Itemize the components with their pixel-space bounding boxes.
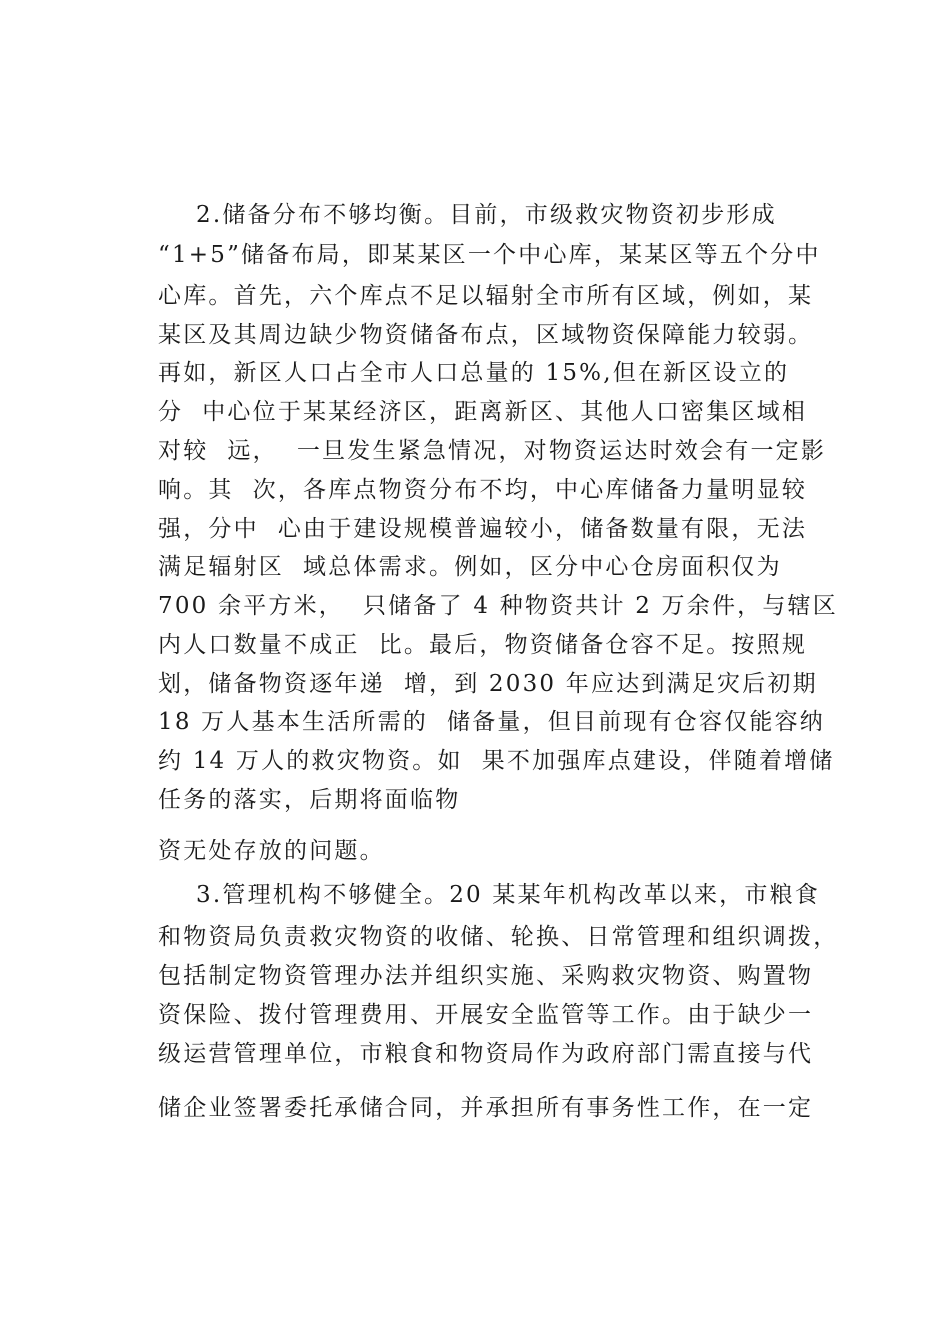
text-line: 资保险、拨付管理费用、开展安全监管等工作。由于缺少一	[158, 1002, 814, 1028]
text-line: 2.储备分布不够均衡。目前，市级救灾物资初步形成	[158, 202, 777, 228]
text-line: 3.管理机构不够健全。20 某某年机构改革以来，市粮食	[158, 882, 820, 908]
text-line: 划，储备物资逐年递 增，到 2030 年应达到满足灾后初期	[158, 671, 818, 697]
text-line: 约 14 万人的救灾物资。如 果不加强库点建设，伴随着增储	[158, 748, 835, 774]
text-line: 内人口数量不成正 比。最后，物资储备仓容不足。按照规	[158, 632, 808, 658]
text-line: 对较 远， 一旦发生紧急情况，对物资运达时效会有一定影	[158, 438, 827, 464]
text-line: 18 万人基本生活所需的 储备量，但目前现有仓容仅能容纳	[158, 709, 825, 735]
text-line: 700 余平方米， 只储备了 4 种物资共计 2 万余件，与辖区	[158, 593, 838, 619]
text-line: 再如，新区人口占全市人口总量的 15%,但在新区设立的	[158, 360, 790, 386]
text-line: 级运营管理单位，市粮食和物资局作为政府部门需直接与代	[158, 1041, 814, 1067]
text-line: 某区及其周边缺少物资储备布点，区域物资保障能力较弱。	[158, 322, 814, 348]
text-line: 满足辐射区 域总体需求。例如，区分中心仓房面积仅为	[158, 554, 782, 580]
text-line: “1+5”储备布局，即某某区一个中心库，某某区等五个分中	[158, 242, 821, 268]
text-line: 资无处存放的问题。	[158, 838, 385, 864]
text-line: 和物资局负责救灾物资的收储、轮换、日常管理和组织调拨，	[158, 924, 839, 950]
text-line: 包括制定物资管理办法并组织实施、采购救灾物资、购置物	[158, 963, 814, 989]
text-line: 心库。首先，六个库点不足以辐射全市所有区域，例如，某	[158, 283, 814, 309]
text-line: 任务的落实，后期将面临物	[158, 787, 461, 813]
text-line: 响。其 次，各库点物资分布不均，中心库储备力量明显较	[158, 477, 808, 503]
text-line: 储企业签署委托承储合同，并承担所有事务性工作，在一定	[158, 1095, 814, 1121]
text-line: 强，分中 心由于建设规模普遍较小，储备数量有限，无法	[158, 516, 808, 542]
text-line: 分 中心位于某某经济区，距离新区、其他人口密集区域相	[158, 399, 808, 425]
